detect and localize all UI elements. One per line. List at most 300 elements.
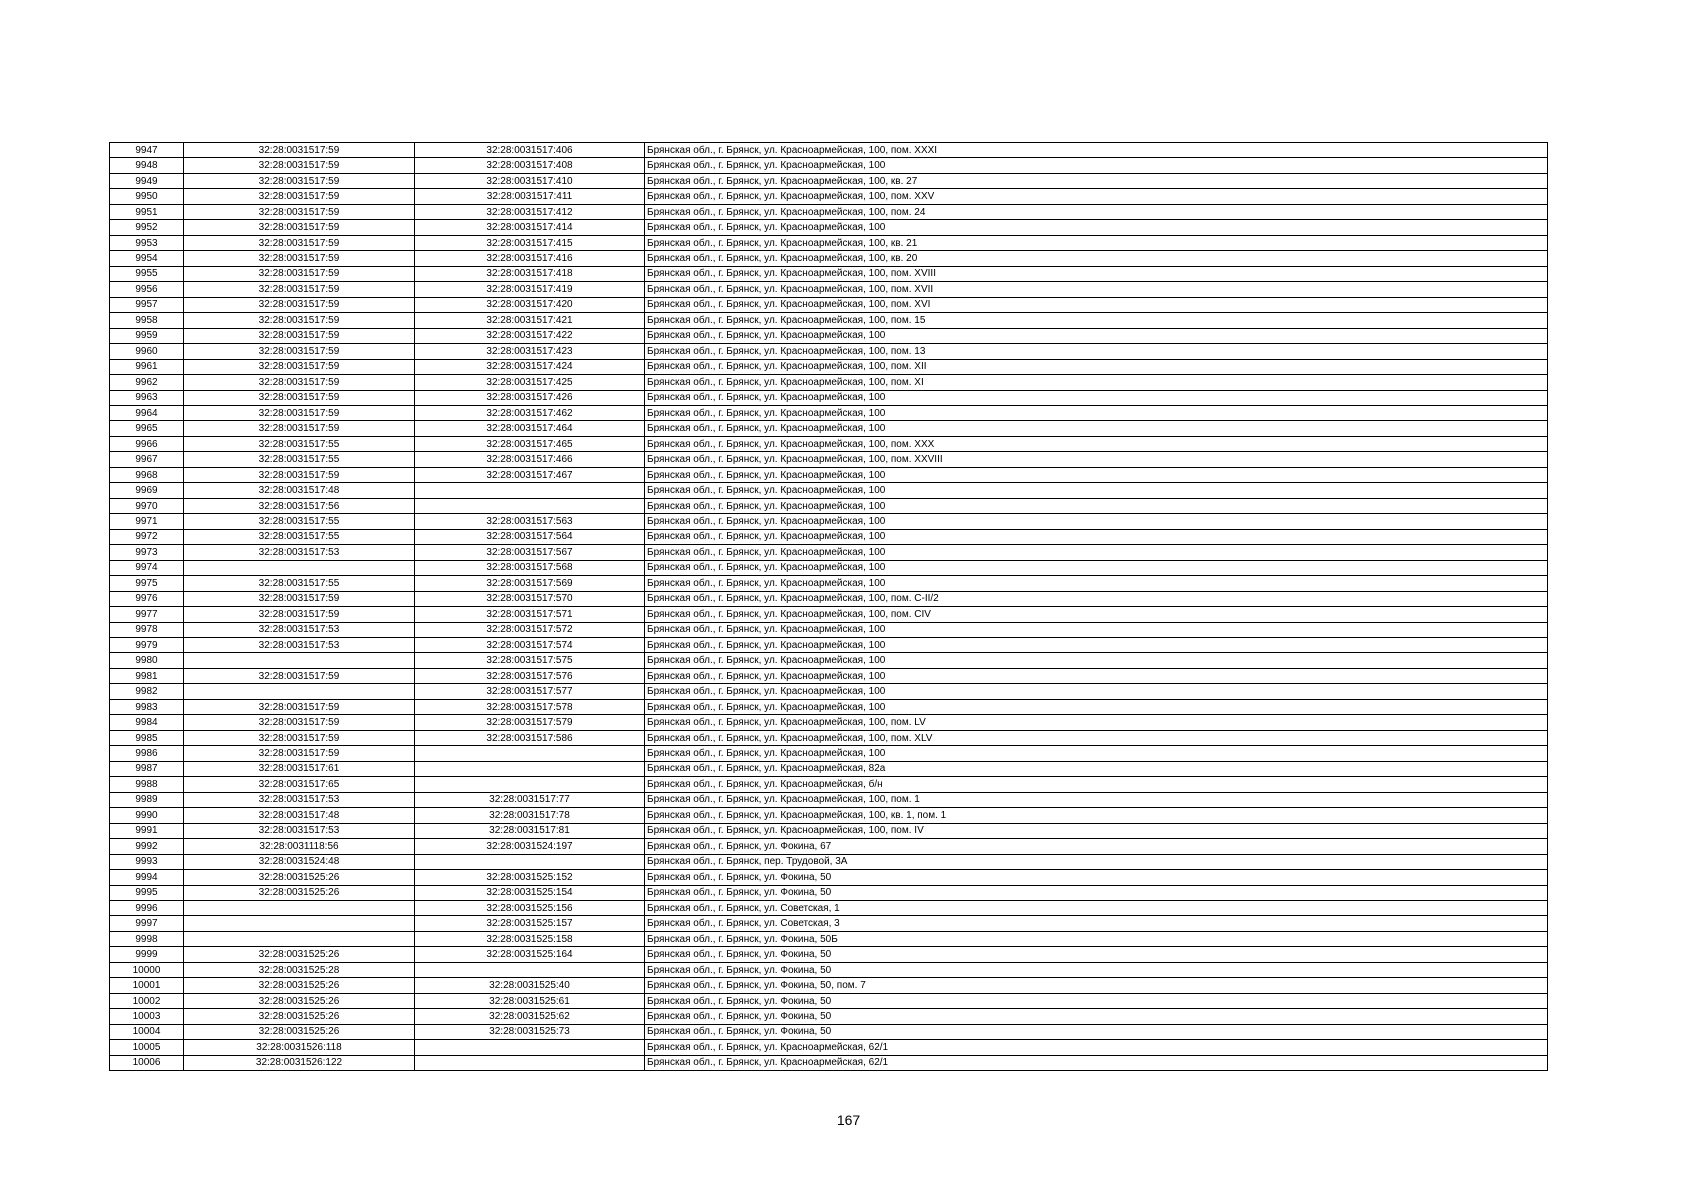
address-cell: Брянская обл., г. Брянск, ул. Красноармейская, 100, пом. XXV xyxy=(645,189,1548,204)
row-number-cell: 9952 xyxy=(110,220,184,235)
row-number-cell: 9970 xyxy=(110,498,184,513)
object-number-cell: 32:28:0031525:156 xyxy=(415,900,645,915)
address-cell: Брянская обл., г. Брянск, ул. Красноармейская, 100 xyxy=(645,529,1548,544)
object-number-cell: 32:28:0031517:415 xyxy=(415,235,645,250)
parcel-number-cell: 32:28:0031517:59 xyxy=(184,359,415,374)
parcel-number-cell: 32:28:0031517:59 xyxy=(184,375,415,390)
parcel-number-cell: 32:28:0031526:118 xyxy=(184,1040,415,1055)
object-number-cell: 32:28:0031525:158 xyxy=(415,931,645,946)
object-number-cell: 32:28:0031517:568 xyxy=(415,560,645,575)
row-number-cell: 9985 xyxy=(110,730,184,745)
row-number-cell: 9983 xyxy=(110,699,184,714)
parcel-number-cell: 32:28:0031517:53 xyxy=(184,638,415,653)
row-number-cell: 9971 xyxy=(110,514,184,529)
address-cell: Брянская обл., г. Брянск, ул. Фокина, 50 xyxy=(645,1024,1548,1039)
address-cell: Брянская обл., г. Брянск, ул. Фокина, 50 xyxy=(645,885,1548,900)
table-row xyxy=(110,344,1548,359)
object-number-cell: 32:28:0031525:157 xyxy=(415,916,645,931)
object-number-cell: 32:28:0031517:418 xyxy=(415,266,645,281)
object-number-cell: 32:28:0031525:152 xyxy=(415,870,645,885)
parcel-number-cell: 32:28:0031517:59 xyxy=(184,715,415,730)
object-number-cell: 32:28:0031517:426 xyxy=(415,390,645,405)
row-number-cell: 9984 xyxy=(110,715,184,730)
table-row xyxy=(110,823,1548,838)
object-number-cell: 32:28:0031517:416 xyxy=(415,251,645,266)
parcel-number-cell: 32:28:0031517:53 xyxy=(184,545,415,560)
table-row xyxy=(110,282,1548,297)
table-row xyxy=(110,962,1548,977)
table-row xyxy=(110,266,1548,281)
row-number-cell: 9969 xyxy=(110,483,184,498)
row-number-cell: 9978 xyxy=(110,622,184,637)
table-row xyxy=(110,560,1548,575)
parcel-number-cell: 32:28:0031517:53 xyxy=(184,823,415,838)
address-cell: Брянская обл., г. Брянск, ул. Красноармейская, 100 xyxy=(645,220,1548,235)
address-cell: Брянская обл., г. Брянск, ул. Красноармейская, 100, пом. XVII xyxy=(645,282,1548,297)
address-cell: Брянская обл., г. Брянск, ул. Красноармейская, 100, пом. XXX xyxy=(645,436,1548,451)
table-row xyxy=(110,158,1548,173)
table-row xyxy=(110,235,1548,250)
address-cell: Брянская обл., г. Брянск, ул. Красноармейская, 100 xyxy=(645,421,1548,436)
parcel-number-cell: 32:28:0031517:59 xyxy=(184,220,415,235)
address-cell: Брянская обл., г. Брянск, ул. Красноармейская, 100 xyxy=(645,514,1548,529)
row-number-cell: 9990 xyxy=(110,808,184,823)
object-number-cell: 32:28:0031525:154 xyxy=(415,885,645,900)
object-number-cell xyxy=(415,761,645,776)
object-number-cell xyxy=(415,854,645,869)
row-number-cell: 9956 xyxy=(110,282,184,297)
address-cell: Брянская обл., г. Брянск, ул. Красноармейская, 100, пом. XI xyxy=(645,375,1548,390)
parcel-number-cell: 32:28:0031517:59 xyxy=(184,158,415,173)
records-table-body xyxy=(110,143,1548,1071)
row-number-cell: 9949 xyxy=(110,173,184,188)
parcel-number-cell: 32:28:0031517:56 xyxy=(184,498,415,513)
parcel-number-cell: 32:28:0031517:59 xyxy=(184,266,415,281)
address-cell: Брянская обл., г. Брянск, ул. Красноармейская, 100 xyxy=(645,390,1548,405)
address-cell: Брянская обл., г. Брянск, ул. Фокина, 50, пом. 7 xyxy=(645,978,1548,993)
object-number-cell xyxy=(415,746,645,761)
parcel-number-cell: 32:28:0031517:59 xyxy=(184,344,415,359)
table-row xyxy=(110,220,1548,235)
row-number-cell: 9987 xyxy=(110,761,184,776)
table-row xyxy=(110,993,1548,1008)
table-row xyxy=(110,514,1548,529)
address-cell: Брянская обл., г. Брянск, ул. Красноармейская, 100, кв. 27 xyxy=(645,173,1548,188)
row-number-cell: 9951 xyxy=(110,204,184,219)
row-number-cell: 9994 xyxy=(110,870,184,885)
row-number-cell: 9995 xyxy=(110,885,184,900)
table-row xyxy=(110,452,1548,467)
table-row xyxy=(110,173,1548,188)
row-number-cell: 9992 xyxy=(110,839,184,854)
address-cell: Брянская обл., г. Брянск, ул. Красноармейская, 100, пом. IV xyxy=(645,823,1548,838)
parcel-number-cell: 32:28:0031526:122 xyxy=(184,1055,415,1070)
object-number-cell: 32:28:0031517:464 xyxy=(415,421,645,436)
row-number-cell: 9975 xyxy=(110,576,184,591)
parcel-number-cell: 32:28:0031517:59 xyxy=(184,189,415,204)
row-number-cell: 9996 xyxy=(110,900,184,915)
row-number-cell: 10004 xyxy=(110,1024,184,1039)
row-number-cell: 9998 xyxy=(110,931,184,946)
row-number-cell: 9997 xyxy=(110,916,184,931)
address-cell: Брянская обл., г. Брянск, ул. Красноармейская, 100, пом. XVIII xyxy=(645,266,1548,281)
address-cell: Брянская обл., г. Брянск, ул. Красноармейская, 100, кв. 1, пом. 1 xyxy=(645,808,1548,823)
parcel-number-cell: 32:28:0031525:26 xyxy=(184,1024,415,1039)
row-number-cell: 9991 xyxy=(110,823,184,838)
parcel-number-cell: 32:28:0031118:56 xyxy=(184,839,415,854)
parcel-number-cell: 32:28:0031517:59 xyxy=(184,668,415,683)
row-number-cell: 9948 xyxy=(110,158,184,173)
object-number-cell: 32:28:0031517:575 xyxy=(415,653,645,668)
table-row xyxy=(110,204,1548,219)
address-cell: Брянская обл., г. Брянск, ул. Советская, 1 xyxy=(645,900,1548,915)
address-cell: Брянская обл., г. Брянск, ул. Красноармейская, 100, пом. XLV xyxy=(645,730,1548,745)
row-number-cell: 9979 xyxy=(110,638,184,653)
table-row xyxy=(110,467,1548,482)
address-cell: Брянская обл., г. Брянск, ул. Красноармейская, 100 xyxy=(645,622,1548,637)
table-row xyxy=(110,313,1548,328)
row-number-cell: 9977 xyxy=(110,607,184,622)
parcel-number-cell: 32:28:0031517:59 xyxy=(184,421,415,436)
table-row xyxy=(110,359,1548,374)
address-cell: Брянская обл., г. Брянск, ул. Фокина, 50 xyxy=(645,962,1548,977)
row-number-cell: 9974 xyxy=(110,560,184,575)
table-row xyxy=(110,947,1548,962)
parcel-number-cell: 32:28:0031525:26 xyxy=(184,993,415,1008)
parcel-number-cell: 32:28:0031517:55 xyxy=(184,436,415,451)
parcel-number-cell xyxy=(184,916,415,931)
object-number-cell: 32:28:0031517:414 xyxy=(415,220,645,235)
parcel-number-cell: 32:28:0031517:55 xyxy=(184,529,415,544)
table-row xyxy=(110,653,1548,668)
table-row xyxy=(110,545,1548,560)
row-number-cell: 10005 xyxy=(110,1040,184,1055)
parcel-number-cell: 32:28:0031517:65 xyxy=(184,777,415,792)
table-row xyxy=(110,916,1548,931)
object-number-cell: 32:28:0031517:466 xyxy=(415,452,645,467)
object-number-cell: 32:28:0031517:78 xyxy=(415,808,645,823)
table-row xyxy=(110,870,1548,885)
row-number-cell: 9972 xyxy=(110,529,184,544)
object-number-cell: 32:28:0031525:73 xyxy=(415,1024,645,1039)
object-number-cell: 32:28:0031517:423 xyxy=(415,344,645,359)
parcel-number-cell: 32:28:0031525:26 xyxy=(184,947,415,962)
row-number-cell: 10001 xyxy=(110,978,184,993)
row-number-cell: 9966 xyxy=(110,436,184,451)
object-number-cell: 32:28:0031525:62 xyxy=(415,1009,645,1024)
parcel-number-cell: 32:28:0031517:53 xyxy=(184,792,415,807)
parcel-number-cell: 32:28:0031517:59 xyxy=(184,282,415,297)
table-row xyxy=(110,251,1548,266)
row-number-cell: 9976 xyxy=(110,591,184,606)
table-row xyxy=(110,591,1548,606)
address-cell: Брянская обл., г. Брянск, ул. Фокина, 67 xyxy=(645,839,1548,854)
row-number-cell: 9989 xyxy=(110,792,184,807)
object-number-cell xyxy=(415,483,645,498)
table-row xyxy=(110,684,1548,699)
table-row xyxy=(110,328,1548,343)
object-number-cell: 32:28:0031517:570 xyxy=(415,591,645,606)
row-number-cell: 9967 xyxy=(110,452,184,467)
address-cell: Брянская обл., г. Брянск, ул. Советская, 3 xyxy=(645,916,1548,931)
object-number-cell: 32:28:0031517:577 xyxy=(415,684,645,699)
object-number-cell: 32:28:0031517:578 xyxy=(415,699,645,714)
parcel-number-cell: 32:28:0031517:59 xyxy=(184,297,415,312)
table-row xyxy=(110,761,1548,776)
address-cell: Брянская обл., г. Брянск, ул. Красноармейская, 100, пом. С-II/2 xyxy=(645,591,1548,606)
object-number-cell: 32:28:0031525:40 xyxy=(415,978,645,993)
row-number-cell: 9988 xyxy=(110,777,184,792)
table-row xyxy=(110,607,1548,622)
object-number-cell: 32:28:0031517:571 xyxy=(415,607,645,622)
row-number-cell: 9973 xyxy=(110,545,184,560)
address-cell: Брянская обл., г. Брянск, ул. Фокина, 50 xyxy=(645,1009,1548,1024)
table-row xyxy=(110,1040,1548,1055)
address-cell: Брянская обл., г. Брянск, ул. Красноармейская, 100 xyxy=(645,545,1548,560)
parcel-number-cell: 32:28:0031525:26 xyxy=(184,978,415,993)
object-number-cell: 32:28:0031517:425 xyxy=(415,375,645,390)
records-table xyxy=(109,142,1548,1071)
row-number-cell: 9965 xyxy=(110,421,184,436)
row-number-cell: 9980 xyxy=(110,653,184,668)
address-cell: Брянская обл., г. Брянск, ул. Красноармейская, 100 xyxy=(645,405,1548,420)
table-row xyxy=(110,808,1548,823)
parcel-number-cell: 32:28:0031517:59 xyxy=(184,699,415,714)
table-row xyxy=(110,730,1548,745)
object-number-cell xyxy=(415,498,645,513)
row-number-cell: 9955 xyxy=(110,266,184,281)
object-number-cell: 32:28:0031517:572 xyxy=(415,622,645,637)
table-row xyxy=(110,638,1548,653)
object-number-cell: 32:28:0031517:410 xyxy=(415,173,645,188)
row-number-cell: 10003 xyxy=(110,1009,184,1024)
address-cell: Брянская обл., г. Брянск, ул. Красноармейская, 100 xyxy=(645,483,1548,498)
object-number-cell: 32:28:0031517:576 xyxy=(415,668,645,683)
parcel-number-cell: 32:28:0031517:59 xyxy=(184,591,415,606)
address-cell: Брянская обл., г. Брянск, ул. Красноармейская, 100, кв. 20 xyxy=(645,251,1548,266)
object-number-cell: 32:28:0031517:564 xyxy=(415,529,645,544)
row-number-cell: 9950 xyxy=(110,189,184,204)
object-number-cell xyxy=(415,1040,645,1055)
object-number-cell: 32:28:0031517:462 xyxy=(415,405,645,420)
address-cell: Брянская обл., г. Брянск, ул. Красноармейская, 100 xyxy=(645,560,1548,575)
object-number-cell: 32:28:0031525:164 xyxy=(415,947,645,962)
address-cell: Брянская обл., г. Брянск, ул. Красноармейская, 100 xyxy=(645,638,1548,653)
row-number-cell: 9961 xyxy=(110,359,184,374)
object-number-cell: 32:28:0031517:420 xyxy=(415,297,645,312)
table-row xyxy=(110,529,1548,544)
object-number-cell: 32:28:0031517:586 xyxy=(415,730,645,745)
address-cell: Брянская обл., г. Брянск, ул. Красноармейская, 100 xyxy=(645,498,1548,513)
object-number-cell: 32:28:0031517:424 xyxy=(415,359,645,374)
row-number-cell: 9962 xyxy=(110,375,184,390)
object-number-cell: 32:28:0031517:419 xyxy=(415,282,645,297)
address-cell: Брянская обл., г. Брянск, ул. Красноармейская, 100, кв. 21 xyxy=(645,235,1548,250)
table-row xyxy=(110,405,1548,420)
address-cell: Брянская обл., г. Брянск, ул. Красноармейская, 100 xyxy=(645,467,1548,482)
table-row xyxy=(110,576,1548,591)
address-cell: Брянская обл., г. Брянск, ул. Красноармейская, 100, пом. XXVIII xyxy=(645,452,1548,467)
object-number-cell xyxy=(415,777,645,792)
address-cell: Брянская обл., г. Брянск, ул. Красноармейская, 100, пом. LV xyxy=(645,715,1548,730)
table-row xyxy=(110,668,1548,683)
table-row xyxy=(110,839,1548,854)
table-row xyxy=(110,297,1548,312)
parcel-number-cell: 32:28:0031517:59 xyxy=(184,251,415,266)
row-number-cell: 9959 xyxy=(110,328,184,343)
object-number-cell: 32:28:0031517:563 xyxy=(415,514,645,529)
address-cell: Брянская обл., г. Брянск, ул. Красноармейская, 100, пом. XII xyxy=(645,359,1548,374)
row-number-cell: 9953 xyxy=(110,235,184,250)
object-number-cell: 32:28:0031517:406 xyxy=(415,143,645,158)
table-row xyxy=(110,421,1548,436)
parcel-number-cell: 32:28:0031517:59 xyxy=(184,173,415,188)
row-number-cell: 9947 xyxy=(110,143,184,158)
object-number-cell xyxy=(415,1055,645,1070)
object-number-cell: 32:28:0031517:408 xyxy=(415,158,645,173)
address-cell: Брянская обл., г. Брянск, ул. Красноармейская, 100 xyxy=(645,576,1548,591)
table-row xyxy=(110,746,1548,761)
table-row xyxy=(110,1055,1548,1070)
table-row xyxy=(110,498,1548,513)
parcel-number-cell: 32:28:0031517:53 xyxy=(184,622,415,637)
parcel-number-cell: 32:28:0031517:59 xyxy=(184,313,415,328)
object-number-cell: 32:28:0031517:81 xyxy=(415,823,645,838)
address-cell: Брянская обл., г. Брянск, ул. Красноармейская, 62/1 xyxy=(645,1055,1548,1070)
table-row xyxy=(110,931,1548,946)
address-cell: Брянская обл., г. Брянск, ул. Красноармейская, 100 xyxy=(645,684,1548,699)
address-cell: Брянская обл., г. Брянск, ул. Красноармейская, 62/1 xyxy=(645,1040,1548,1055)
object-number-cell: 32:28:0031517:421 xyxy=(415,313,645,328)
parcel-number-cell: 32:28:0031525:28 xyxy=(184,962,415,977)
row-number-cell: 9968 xyxy=(110,467,184,482)
object-number-cell: 32:28:0031517:569 xyxy=(415,576,645,591)
page-number: 167 xyxy=(836,1112,861,1128)
object-number-cell: 32:28:0031517:411 xyxy=(415,189,645,204)
parcel-number-cell: 32:28:0031525:26 xyxy=(184,885,415,900)
parcel-number-cell: 32:28:0031524:48 xyxy=(184,854,415,869)
table-row xyxy=(110,436,1548,451)
row-number-cell: 9954 xyxy=(110,251,184,266)
table-row xyxy=(110,1009,1548,1024)
parcel-number-cell: 32:28:0031517:48 xyxy=(184,483,415,498)
address-cell: Брянская обл., г. Брянск, ул. Красноармейская, 100 xyxy=(645,158,1548,173)
parcel-number-cell xyxy=(184,653,415,668)
parcel-number-cell xyxy=(184,900,415,915)
parcel-number-cell: 32:28:0031517:55 xyxy=(184,514,415,529)
table-row xyxy=(110,699,1548,714)
parcel-number-cell: 32:28:0031517:59 xyxy=(184,143,415,158)
table-row xyxy=(110,885,1548,900)
row-number-cell: 9957 xyxy=(110,297,184,312)
address-cell: Брянская обл., г. Брянск, ул. Красноармейская, 100, пом. CIV xyxy=(645,607,1548,622)
object-number-cell: 32:28:0031517:412 xyxy=(415,204,645,219)
table-row xyxy=(110,715,1548,730)
table-row xyxy=(110,854,1548,869)
parcel-number-cell xyxy=(184,560,415,575)
parcel-number-cell: 32:28:0031517:55 xyxy=(184,576,415,591)
table-row xyxy=(110,777,1548,792)
address-cell: Брянская обл., г. Брянск, ул. Фокина, 50 xyxy=(645,947,1548,962)
object-number-cell: 32:28:0031524:197 xyxy=(415,839,645,854)
address-cell: Брянская обл., г. Брянск, ул. Фокина, 50 xyxy=(645,993,1548,1008)
table-row xyxy=(110,375,1548,390)
row-number-cell: 10006 xyxy=(110,1055,184,1070)
parcel-number-cell: 32:28:0031517:55 xyxy=(184,452,415,467)
table-row xyxy=(110,189,1548,204)
parcel-number-cell: 32:28:0031517:59 xyxy=(184,204,415,219)
row-number-cell: 9986 xyxy=(110,746,184,761)
parcel-number-cell: 32:28:0031517:59 xyxy=(184,730,415,745)
row-number-cell: 9963 xyxy=(110,390,184,405)
table-row xyxy=(110,483,1548,498)
object-number-cell xyxy=(415,962,645,977)
row-number-cell: 9964 xyxy=(110,405,184,420)
address-cell: Брянская обл., г. Брянск, ул. Красноармейская, б/н xyxy=(645,777,1548,792)
parcel-number-cell: 32:28:0031517:59 xyxy=(184,328,415,343)
table-row xyxy=(110,622,1548,637)
row-number-cell: 9982 xyxy=(110,684,184,699)
address-cell: Брянская обл., г. Брянск, пер. Трудовой, 3А xyxy=(645,854,1548,869)
address-cell: Брянская обл., г. Брянск, ул. Красноармейская, 100 xyxy=(645,699,1548,714)
parcel-number-cell: 32:28:0031517:59 xyxy=(184,390,415,405)
address-cell: Брянская обл., г. Брянск, ул. Красноармейская, 100 xyxy=(645,653,1548,668)
row-number-cell: 10002 xyxy=(110,993,184,1008)
parcel-number-cell: 32:28:0031517:61 xyxy=(184,761,415,776)
address-cell: Брянская обл., г. Брянск, ул. Фокина, 50 xyxy=(645,870,1548,885)
address-cell: Брянская обл., г. Брянск, ул. Красноармейская, 100, пом. 13 xyxy=(645,344,1548,359)
object-number-cell: 32:28:0031517:465 xyxy=(415,436,645,451)
parcel-number-cell: 32:28:0031517:59 xyxy=(184,467,415,482)
address-cell: Брянская обл., г. Брянск, ул. Красноармейская, 100 xyxy=(645,668,1548,683)
object-number-cell: 32:28:0031517:422 xyxy=(415,328,645,343)
parcel-number-cell xyxy=(184,684,415,699)
row-number-cell: 9960 xyxy=(110,344,184,359)
table-row xyxy=(110,792,1548,807)
parcel-number-cell: 32:28:0031517:59 xyxy=(184,746,415,761)
address-cell: Брянская обл., г. Брянск, ул. Красноармейская, 100, пом. 15 xyxy=(645,313,1548,328)
object-number-cell: 32:28:0031517:77 xyxy=(415,792,645,807)
address-cell: Брянская обл., г. Брянск, ул. Красноармейская, 100 xyxy=(645,328,1548,343)
object-number-cell: 32:28:0031517:579 xyxy=(415,715,645,730)
object-number-cell: 32:28:0031517:467 xyxy=(415,467,645,482)
parcel-number-cell xyxy=(184,931,415,946)
object-number-cell: 32:28:0031517:567 xyxy=(415,545,645,560)
table-row xyxy=(110,978,1548,993)
parcel-number-cell: 32:28:0031517:48 xyxy=(184,808,415,823)
address-cell: Брянская обл., г. Брянск, ул. Красноармейская, 82а xyxy=(645,761,1548,776)
table-row xyxy=(110,900,1548,915)
row-number-cell: 9993 xyxy=(110,854,184,869)
row-number-cell: 9999 xyxy=(110,947,184,962)
address-cell: Брянская обл., г. Брянск, ул. Красноармейская, 100 xyxy=(645,746,1548,761)
address-cell: Брянская обл., г. Брянск, ул. Красноармейская, 100, пом. XXXI xyxy=(645,143,1548,158)
table-row xyxy=(110,1024,1548,1039)
parcel-number-cell: 32:28:0031525:26 xyxy=(184,870,415,885)
address-cell: Брянская обл., г. Брянск, ул. Фокина, 50Б xyxy=(645,931,1548,946)
parcel-number-cell: 32:28:0031517:59 xyxy=(184,235,415,250)
object-number-cell: 32:28:0031517:574 xyxy=(415,638,645,653)
parcel-number-cell: 32:28:0031517:59 xyxy=(184,607,415,622)
address-cell: Брянская обл., г. Брянск, ул. Красноармейская, 100, пом. XVI xyxy=(645,297,1548,312)
object-number-cell: 32:28:0031525:61 xyxy=(415,993,645,1008)
parcel-number-cell: 32:28:0031517:59 xyxy=(184,405,415,420)
parcel-number-cell: 32:28:0031525:26 xyxy=(184,1009,415,1024)
address-cell: Брянская обл., г. Брянск, ул. Красноармейская, 100, пом. 1 xyxy=(645,792,1548,807)
row-number-cell: 9981 xyxy=(110,668,184,683)
address-cell: Брянская обл., г. Брянск, ул. Красноармейская, 100, пом. 24 xyxy=(645,204,1548,219)
table-row xyxy=(110,390,1548,405)
